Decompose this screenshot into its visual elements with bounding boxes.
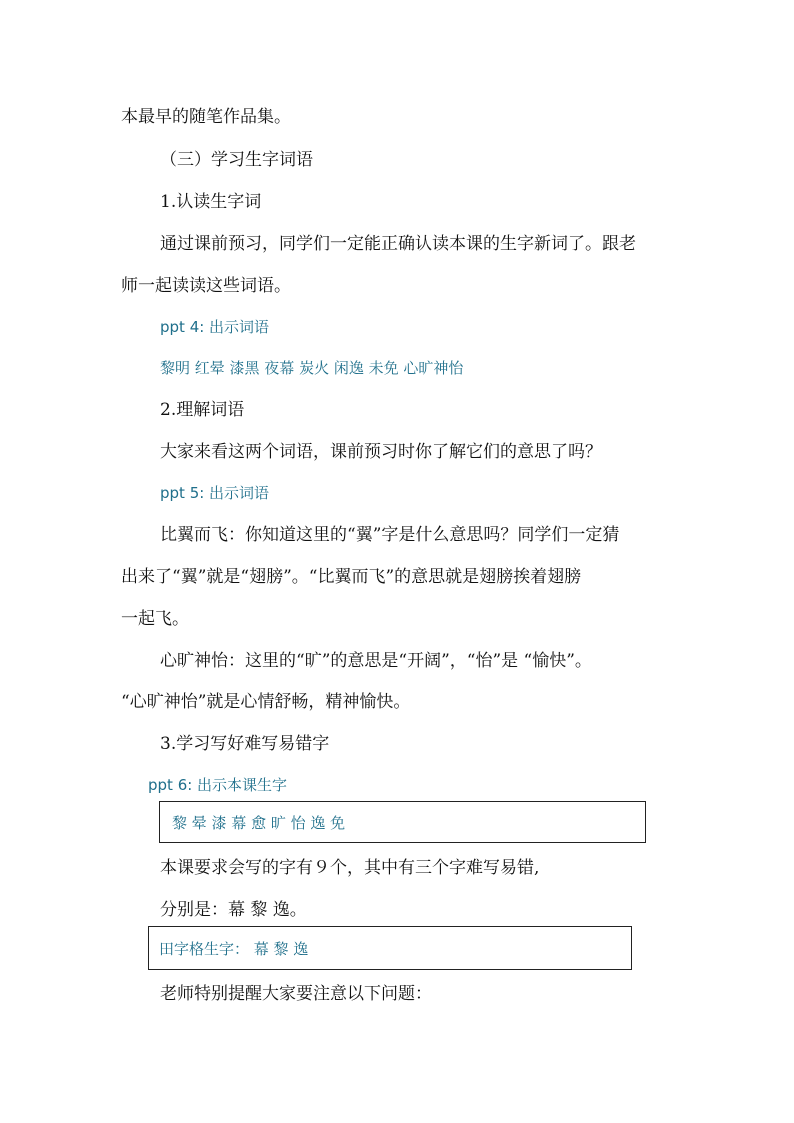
grid-character-box — [148, 926, 632, 970]
text-line-9: “心旷神怡”就是心情舒畅，精神愉快。 — [121, 692, 411, 712]
vocab-list: 黎明 红晕 漆黑 夜幕 炭火 闲逸 未免 心旷神怡 — [160, 359, 464, 377]
grid-character-text: 田字格生字： 幕 黎 逸 — [159, 940, 309, 958]
text-line-1: 本最早的随笔作品集。 — [121, 107, 291, 127]
character-box — [159, 801, 646, 843]
character-list: 黎 晕 漆 幕 愈 旷 怡 逸 免 — [172, 814, 346, 832]
ppt-label-6: ppt 6: 出示本课生字 — [148, 776, 288, 794]
text-line-8: 心旷神怡：这里的“旷”的意思是“开阔”，“怡”是 “愉快”。 — [160, 651, 592, 671]
text-line-7: 一起飞。 — [121, 609, 189, 629]
ppt-label-5: ppt 5: 出示词语 — [160, 484, 270, 502]
text-line-6: 出来了“翼”就是“翅膀”。“比翼而飞”的意思就是翅膀挨着翅膀 — [121, 567, 582, 587]
text-line-2: 通过课前预习，同学们一定能正确认读本课的生字新词了。跟老 — [160, 234, 636, 254]
text-line-12: 老师特别提醒大家要注意以下问题： — [160, 984, 432, 1004]
ppt-label-4: ppt 4: 出示词语 — [160, 318, 270, 336]
text-line-5: 比翼而飞：你知道这里的“翼”字是什么意思吗？同学们一定猜 — [160, 525, 620, 545]
text-line-11: 分别是：幕 黎 逸。 — [160, 900, 307, 920]
text-line-10: 本课要求会写的字有９个，其中有三个字难写易错, — [160, 858, 540, 878]
text-line-3: 师一起读读这些词语。 — [121, 276, 291, 296]
text-line-4: 大家来看这两个词语，课前预习时你了解它们的意思了吗？ — [160, 442, 602, 462]
subheading-writing: 3.学习写好难写易错字 — [160, 734, 330, 754]
subheading-recognize: 1.认读生字词 — [160, 192, 262, 212]
section-heading-3: （三）学习生字词语 — [160, 150, 313, 170]
subheading-understand: 2.理解词语 — [160, 400, 245, 420]
